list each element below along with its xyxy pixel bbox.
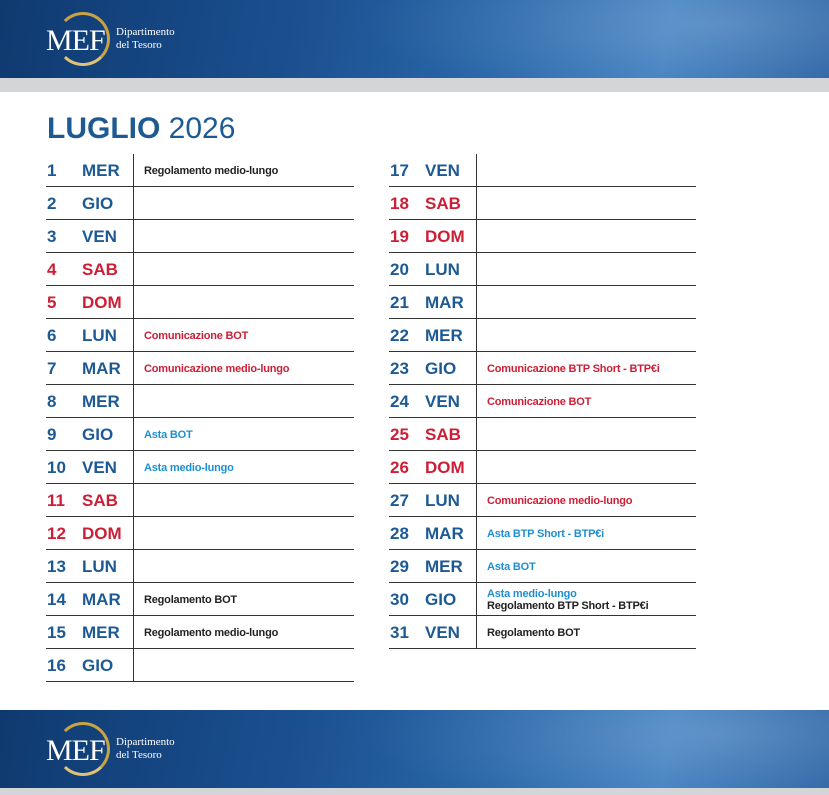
column-separator [476, 319, 477, 352]
day-number: 5 [47, 293, 57, 312]
mef-logo-footer [46, 722, 175, 776]
calendar-row [46, 451, 354, 484]
calendar-row [389, 220, 696, 253]
title-month: LUGLIO [47, 112, 161, 145]
day-number: 21 [390, 293, 409, 312]
column-separator [476, 187, 477, 220]
column-separator [133, 583, 134, 616]
weekday-name: LUN [82, 326, 117, 345]
calendar-row [46, 154, 354, 187]
event-label: Asta BTP Short - BTP€i [487, 527, 605, 540]
day-number: 3 [47, 227, 57, 246]
calendar-row [46, 385, 354, 418]
column-separator [133, 220, 134, 253]
calendar-row [46, 616, 354, 649]
weekday-name: VEN [425, 623, 460, 642]
events-cell [144, 154, 278, 187]
event-label: Asta BOT [487, 560, 536, 573]
weekday-name: SAB [82, 491, 118, 510]
weekday-name: DOM [425, 458, 465, 477]
day-number: 8 [47, 392, 57, 411]
weekday-name: MER [425, 557, 463, 576]
calendar-row [389, 352, 696, 385]
day-number: 25 [390, 425, 409, 444]
weekday-name: VEN [425, 161, 460, 180]
weekday-name: SAB [425, 194, 461, 213]
weekday-name: LUN [425, 260, 460, 279]
event-label: Comunicazione medio-lungo [487, 494, 633, 507]
column-separator [133, 187, 134, 220]
weekday-name: GIO [82, 425, 114, 444]
day-number: 28 [390, 524, 409, 543]
calendar-row [389, 616, 696, 649]
weekday-name: MER [82, 623, 120, 642]
column-separator [133, 385, 134, 418]
weekday-name: SAB [425, 425, 461, 444]
day-number: 17 [390, 161, 409, 180]
column-separator [476, 616, 477, 649]
calendar-row [46, 484, 354, 517]
mef-emblem-icon [46, 722, 110, 776]
weekday-name: GIO [82, 194, 114, 213]
page-title [47, 112, 235, 146]
calendar-row [46, 649, 354, 682]
logo-line-2: del Tesoro [116, 39, 162, 51]
column-separator [133, 649, 134, 682]
column-separator [476, 517, 477, 550]
calendar-row [389, 253, 696, 286]
day-number: 30 [390, 590, 409, 609]
calendar-row [46, 220, 354, 253]
calendar-row [46, 418, 354, 451]
events-cell [487, 583, 648, 616]
events-cell [144, 352, 289, 385]
weekday-name: MAR [82, 590, 121, 609]
column-separator [133, 253, 134, 286]
day-number: 19 [390, 227, 409, 246]
calendar-row [389, 451, 696, 484]
events-cell [144, 451, 234, 484]
column-separator [133, 550, 134, 583]
logo-line-1: Dipartimento [116, 26, 175, 38]
column-separator [133, 154, 134, 187]
weekday-name: VEN [425, 392, 460, 411]
weekday-name: MER [82, 392, 120, 411]
calendar-row [389, 517, 696, 550]
logo-wordmark: MEF [46, 734, 105, 767]
day-number: 16 [47, 656, 66, 675]
column-separator [476, 418, 477, 451]
logo-wordmark: MEF [46, 24, 105, 57]
day-number: 9 [47, 425, 57, 444]
day-number: 22 [390, 326, 409, 345]
mef-emblem-icon [46, 12, 110, 66]
day-number: 6 [47, 326, 57, 345]
calendar-row [389, 385, 696, 418]
weekday-name: GIO [425, 590, 457, 609]
event-label: Comunicazione medio-lungo [144, 362, 290, 375]
day-number: 24 [390, 392, 409, 411]
events-cell [144, 418, 193, 451]
weekday-name: MAR [82, 359, 121, 378]
calendar-row [46, 517, 354, 550]
calendar-row [46, 286, 354, 319]
day-number: 1 [47, 161, 57, 180]
events-cell [487, 616, 580, 649]
weekday-name: MER [82, 161, 120, 180]
events-cell [487, 352, 660, 385]
weekday-name: LUN [425, 491, 460, 510]
event-label: Regolamento BTP Short - BTP€i [487, 599, 649, 612]
day-number: 23 [390, 359, 409, 378]
column-separator [476, 385, 477, 418]
calendar-column-right [389, 154, 696, 649]
day-number: 10 [47, 458, 66, 477]
column-separator [133, 517, 134, 550]
mef-logo [46, 12, 175, 66]
day-number: 4 [47, 260, 57, 279]
column-separator [476, 220, 477, 253]
weekday-name: VEN [82, 458, 117, 477]
calendar-row [46, 319, 354, 352]
calendar-row [389, 187, 696, 220]
calendar-row [389, 550, 696, 583]
calendar-row [46, 583, 354, 616]
column-separator [133, 616, 134, 649]
header-divider [0, 78, 829, 92]
day-number: 7 [47, 359, 57, 378]
day-number: 27 [390, 491, 409, 510]
calendar-row [46, 187, 354, 220]
column-separator [133, 484, 134, 517]
calendar-row [389, 319, 696, 352]
logo-subtitle [116, 26, 175, 52]
event-label: Regolamento medio-lungo [144, 164, 279, 177]
calendar-row [389, 583, 696, 616]
column-separator [133, 352, 134, 385]
day-number: 29 [390, 557, 409, 576]
weekday-name: GIO [425, 359, 457, 378]
calendar-row [389, 286, 696, 319]
weekday-name: SAB [82, 260, 118, 279]
column-separator [476, 352, 477, 385]
calendar-column-left [46, 154, 354, 682]
day-number: 26 [390, 458, 409, 477]
column-separator [476, 286, 477, 319]
column-separator [133, 451, 134, 484]
events-cell [144, 616, 278, 649]
weekday-name: MER [425, 326, 463, 345]
calendar-row [46, 253, 354, 286]
event-label: Regolamento BOT [144, 593, 237, 606]
calendar-row [46, 550, 354, 583]
column-separator [476, 484, 477, 517]
column-separator [476, 583, 477, 616]
weekday-name: GIO [82, 656, 114, 675]
events-cell [487, 484, 632, 517]
weekday-name: DOM [425, 227, 465, 246]
event-label: Comunicazione BOT [487, 395, 592, 408]
column-separator [133, 286, 134, 319]
events-cell [144, 319, 248, 352]
day-number: 18 [390, 194, 409, 213]
title-year: 2026 [168, 112, 236, 145]
column-separator [476, 253, 477, 286]
day-number: 20 [390, 260, 409, 279]
events-cell [144, 583, 237, 616]
event-label: Asta medio-lungo [144, 461, 234, 474]
calendar-row [389, 154, 696, 187]
column-separator [133, 319, 134, 352]
day-number: 11 [47, 491, 65, 510]
event-label: Regolamento medio-lungo [144, 626, 279, 639]
day-number: 31 [390, 623, 409, 642]
weekday-name: DOM [82, 524, 122, 543]
event-label: Asta medio-lungo [487, 587, 577, 600]
column-separator [133, 418, 134, 451]
footer-divider [0, 788, 829, 795]
event-label: Comunicazione BTP Short - BTP€i [487, 362, 660, 375]
event-label: Asta BOT [144, 428, 193, 441]
column-separator [476, 154, 477, 187]
event-label: Comunicazione BOT [144, 329, 249, 342]
column-separator [476, 451, 477, 484]
weekday-name: MAR [425, 293, 464, 312]
day-number: 14 [47, 590, 66, 609]
column-separator [476, 550, 477, 583]
day-number: 12 [47, 524, 66, 543]
day-number: 2 [47, 194, 57, 213]
weekday-name: MAR [425, 524, 464, 543]
weekday-name: DOM [82, 293, 122, 312]
event-label: Regolamento BOT [487, 626, 580, 639]
events-cell [487, 517, 604, 550]
weekday-name: VEN [82, 227, 117, 246]
weekday-name: LUN [82, 557, 117, 576]
logo-line-2: del Tesoro [116, 749, 162, 761]
calendar-row [389, 484, 696, 517]
day-number: 13 [47, 557, 66, 576]
day-number: 15 [47, 623, 66, 642]
logo-line-1: Dipartimento [116, 736, 175, 748]
calendar-row [389, 418, 696, 451]
logo-subtitle [116, 736, 175, 762]
events-cell [487, 385, 591, 418]
calendar-row [46, 352, 354, 385]
events-cell [487, 550, 536, 583]
